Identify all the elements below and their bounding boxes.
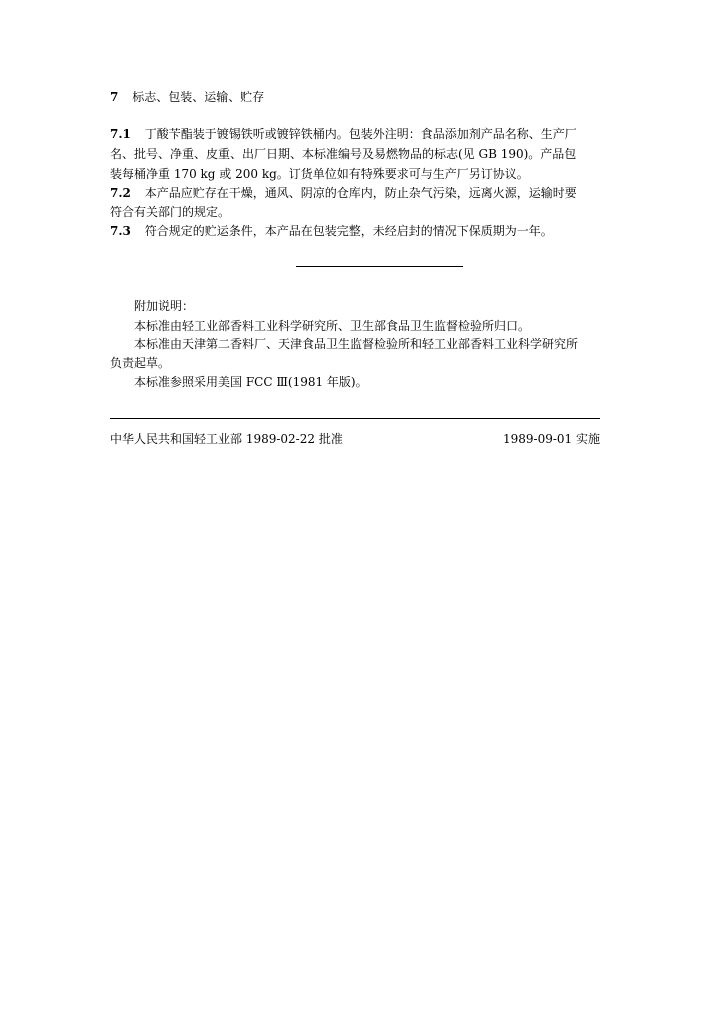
notes-line-3: 负责起草。 bbox=[110, 356, 171, 370]
clause-number: 7.2 bbox=[110, 186, 131, 200]
section-divider bbox=[296, 266, 463, 267]
effective-date: 1989-09-01 实施 bbox=[502, 432, 600, 446]
section-title: 标志、包装、运输、贮存 bbox=[132, 90, 265, 104]
clause-text: 本产品应贮存在干燥，通风、阴凉的仓库内，防止杂气污染，远离火源，运输时要 bbox=[144, 186, 577, 200]
notes-heading: 附加说明： bbox=[134, 299, 195, 313]
clause-text: 符合规定的贮运条件，本产品在包装完整，未经启封的情况下保质期为一年。 bbox=[144, 224, 553, 238]
clause-7-2-line-2: 符合有关部门的规定。 bbox=[110, 205, 231, 219]
approval-date: 中华人民共和国轻工业部 1989-02-22 批准 bbox=[110, 432, 343, 446]
clause-7-1-line-3: 装每桶净重 170 kg 或 200 kg。订货单位如有特殊要求可与生产厂另订协议。 bbox=[110, 167, 529, 181]
clause-7-3-line-1 bbox=[110, 223, 553, 239]
section-7-heading bbox=[110, 89, 264, 105]
clause-7-1-line-1 bbox=[110, 126, 577, 142]
section-number: 7 bbox=[110, 90, 119, 104]
footer-rule bbox=[110, 418, 600, 419]
clause-number: 7.3 bbox=[110, 224, 131, 238]
notes-line-1: 本标准由轻工业部香料工业科学研究所、卫生部食品卫生监督检验所归口。 bbox=[134, 319, 531, 333]
clause-7-2-line-1 bbox=[110, 185, 577, 201]
clause-text: 丁酸苄酯装于镀锡铁听或镀锌铁桶内。包装外注明：食品添加剂产品名称、生产厂 bbox=[144, 127, 577, 141]
notes-line-4: 本标准参照采用美国 FCC Ⅲ(1981 年版)。 bbox=[134, 375, 368, 389]
clause-number: 7.1 bbox=[110, 127, 131, 141]
clause-7-1-line-2: 名、批号、净重、皮重、出厂日期、本标准编号及易燃物品的标志(见 GB 190)。产品包 bbox=[110, 147, 577, 161]
notes-line-2: 本标准由天津第二香料厂、天津食品卫生监督检验所和轻工业部香料工业科学研究所 bbox=[134, 337, 579, 351]
